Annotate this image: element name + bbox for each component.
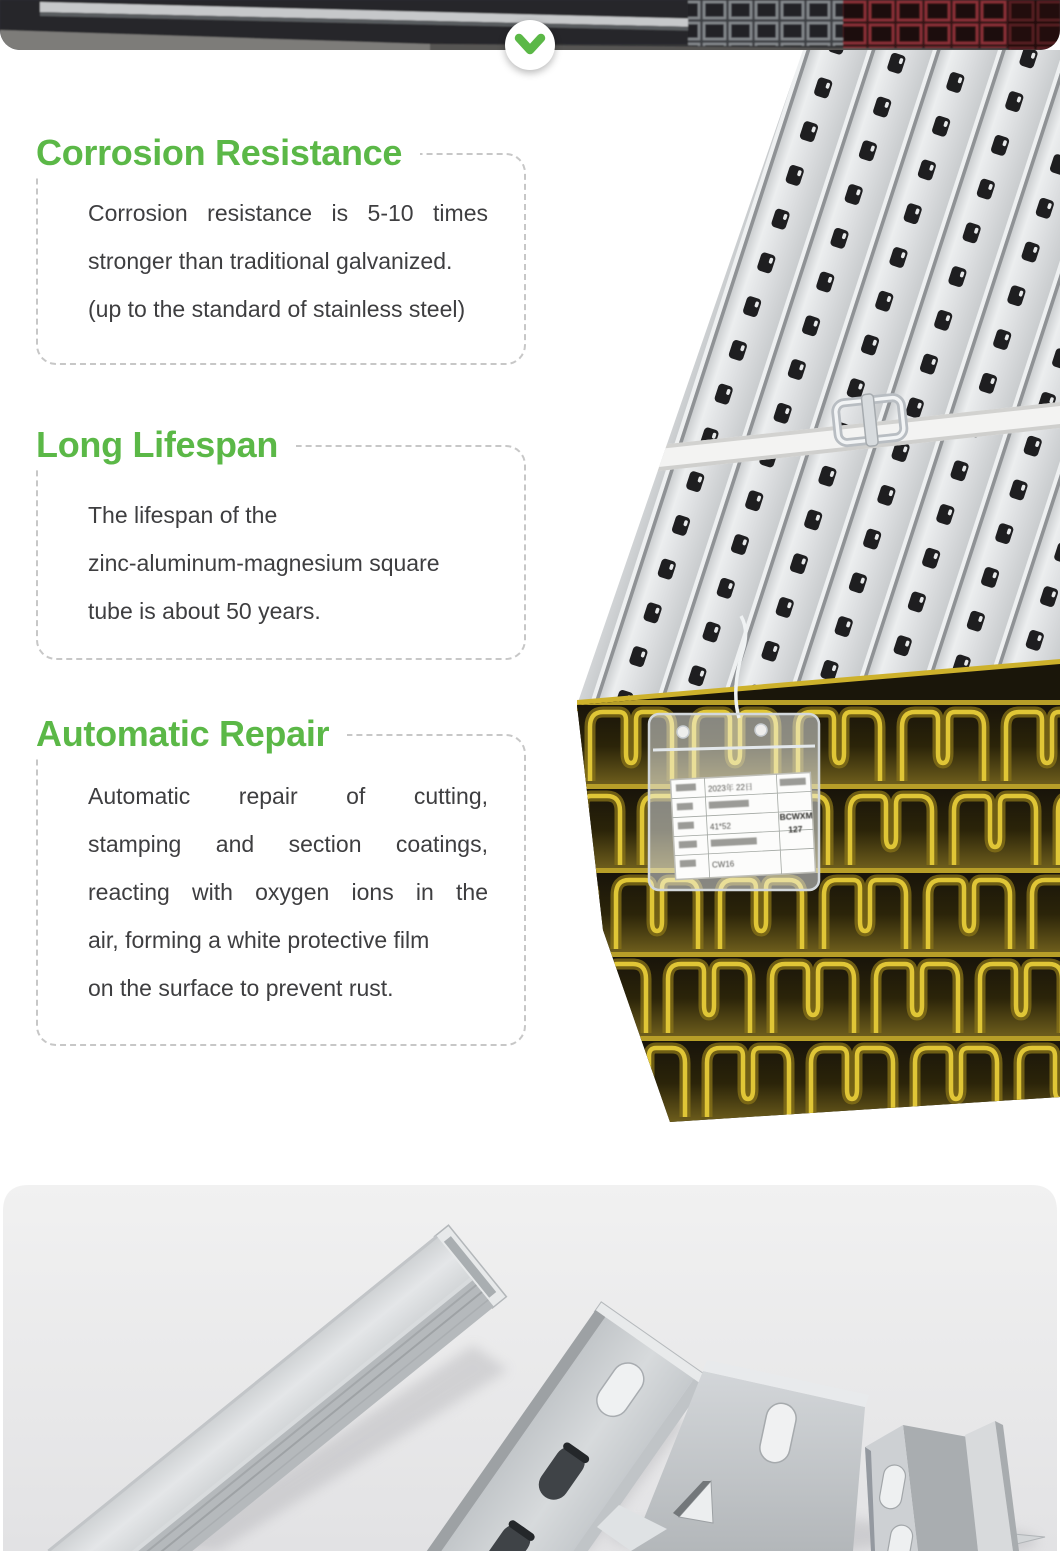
feature-line: The lifespan of the xyxy=(88,502,278,528)
feature-long-lifespan xyxy=(36,423,526,660)
feature-line: (up to the standard of stainless steel) xyxy=(88,296,466,322)
feature-line: stronger than traditional galvanized. xyxy=(88,248,453,274)
tag-date: 2023年 22日 xyxy=(707,782,754,794)
feature-box xyxy=(36,734,526,1046)
feature-line: zinc-aluminum-magnesium square xyxy=(88,550,440,576)
feature-corrosion-resistance xyxy=(36,131,526,365)
tag-batch-number: 127 xyxy=(787,823,803,835)
feature-line: on the surface to prevent rust. xyxy=(88,975,394,1001)
feature-title: Long Lifespan xyxy=(36,423,296,467)
scroll-down-button[interactable] xyxy=(505,20,555,70)
feature-title: Automatic Repair xyxy=(36,712,347,756)
feature-line: reacting with oxygen ions in the xyxy=(88,879,488,905)
feature-box xyxy=(36,153,526,365)
feature-box xyxy=(36,445,526,660)
tag-card xyxy=(670,772,815,879)
tag-code: CW16 xyxy=(711,859,735,870)
feature-line: stamping and section coatings, xyxy=(88,831,488,857)
bundle-photo xyxy=(575,50,1060,1125)
feature-line: Corrosion resistance is 5-10 times xyxy=(88,200,488,226)
chevron-down-icon xyxy=(505,20,555,70)
tag-size: 41*52 xyxy=(709,821,732,832)
feature-line: air, forming a white protective film xyxy=(88,927,430,953)
product-parts-photo xyxy=(3,1185,1057,1551)
feature-title: Corrosion Resistance xyxy=(36,131,420,175)
feature-automatic-repair xyxy=(36,712,526,1046)
feature-line: Automatic repair of cutting, xyxy=(88,783,488,809)
tag-batch-code: BCWXM xyxy=(779,810,813,823)
feature-line: tube is about 50 years. xyxy=(88,598,321,624)
